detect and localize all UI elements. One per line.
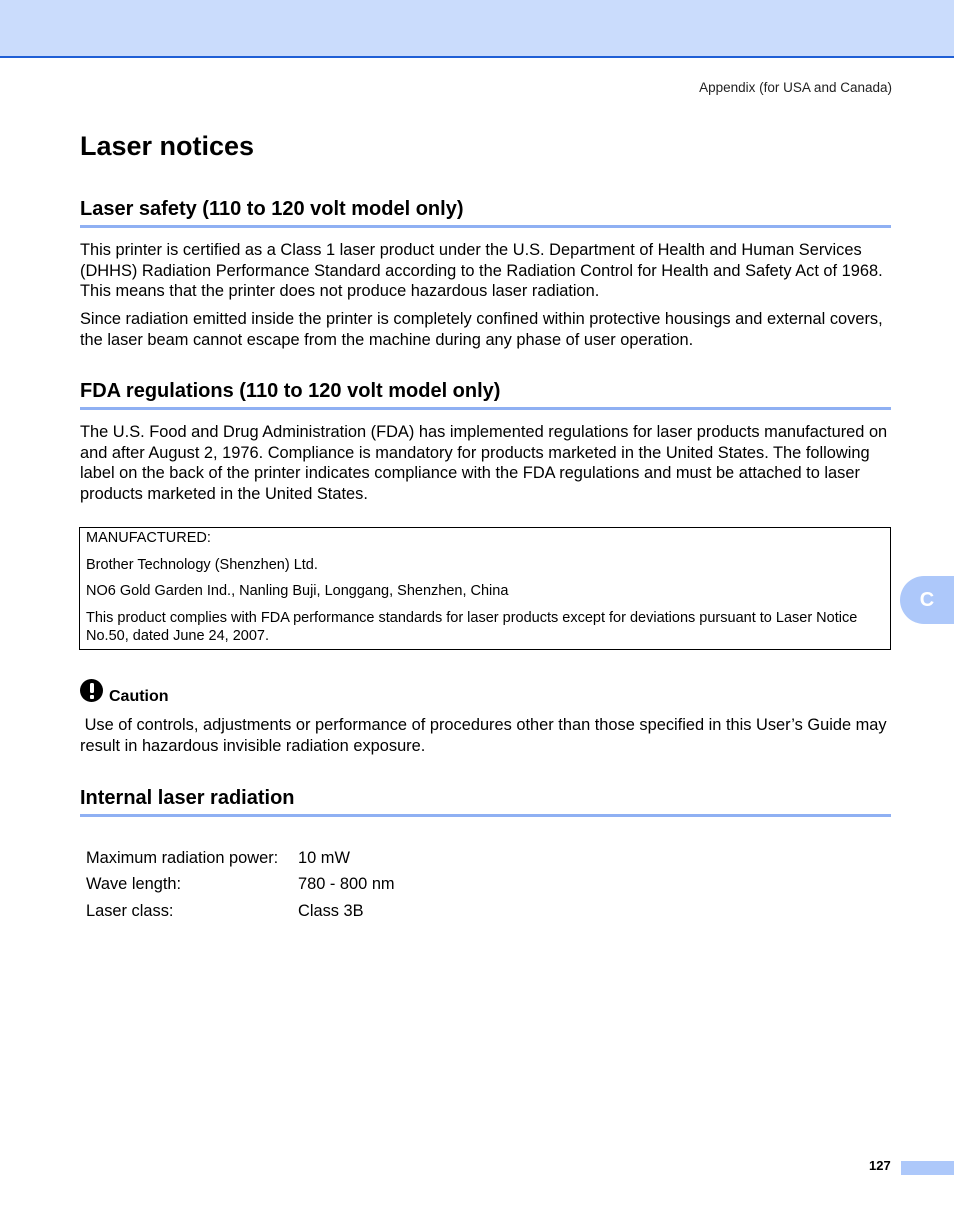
- caution-label: Caution: [109, 688, 169, 705]
- running-header: Appendix (for USA and Canada): [699, 80, 892, 95]
- spec-label: Laser class:: [86, 901, 174, 920]
- spec-value: Class 3B: [298, 901, 364, 920]
- caution-text: Use of controls, adjustments or performance of procedures other than those specified in this User’s Guide may result in hazardous invisible radiation exposure.: [80, 716, 892, 755]
- spec-value: 780 - 800 nm: [298, 875, 395, 894]
- section-heading-fda-regulations: FDA regulations (110 to 120 volt model only): [80, 380, 891, 410]
- spec-label: Maximum radiation power:: [86, 848, 279, 867]
- table-row: [80, 898, 401, 925]
- laser-spec-table: [80, 845, 401, 925]
- fda-label-line: MANUFACTURED:: [86, 530, 211, 546]
- laser-safety-paragraph-1: This printer is certified as a Class 1 laser product under the U.S. Department of Health and Human Services (DHHS) Radiation Performance Standard according to the Radiation Control for Health and Safety Act of 1968. This means that the printer does not produce hazardous laser radiation.: [80, 241, 883, 300]
- spec-value: 10 mW: [298, 848, 350, 867]
- chapter-tab: [900, 576, 954, 624]
- exclamation-circle-icon: [80, 679, 103, 702]
- fda-label-line: Brother Technology (Shenzhen) Ltd.: [86, 557, 318, 573]
- footer-bar: [901, 1161, 954, 1175]
- fda-paragraph: The U.S. Food and Drug Administration (FDA) has implemented regulations for laser products manufactured on and after August 2, 1976. Compliance is mandatory for products marketed in the United States. The following label on the back of the printer indicates compliance with the FDA regulations and must be attached to laser products marketed in the United States.: [80, 423, 888, 503]
- section-heading-laser-safety: Laser safety (110 to 120 volt model only): [80, 198, 891, 228]
- fda-label-box: [79, 527, 891, 650]
- spec-label: Wave length:: [86, 875, 182, 894]
- top-header-band: [0, 0, 954, 58]
- section-heading-internal-laser-radiation: Internal laser radiation: [80, 787, 891, 817]
- laser-safety-paragraph-2: Since radiation emitted inside the printer is completely confined within protective housings and external covers, the laser beam cannot escape from the machine during any phase of user operation.: [80, 310, 883, 349]
- table-row: [80, 845, 401, 872]
- page-number: 127: [869, 1158, 891, 1173]
- fda-label-line: This product complies with FDA performance standards for laser products except for deviations pursuant to Laser Notice No.50, dated June 24, 2007.: [86, 610, 858, 644]
- page-title: Laser notices: [80, 131, 255, 161]
- fda-label-line: NO6 Gold Garden Ind., Nanling Buji, Longgang, Shenzhen, China: [86, 583, 509, 599]
- chapter-tab-letter: C: [919, 588, 935, 611]
- table-row: [80, 872, 401, 899]
